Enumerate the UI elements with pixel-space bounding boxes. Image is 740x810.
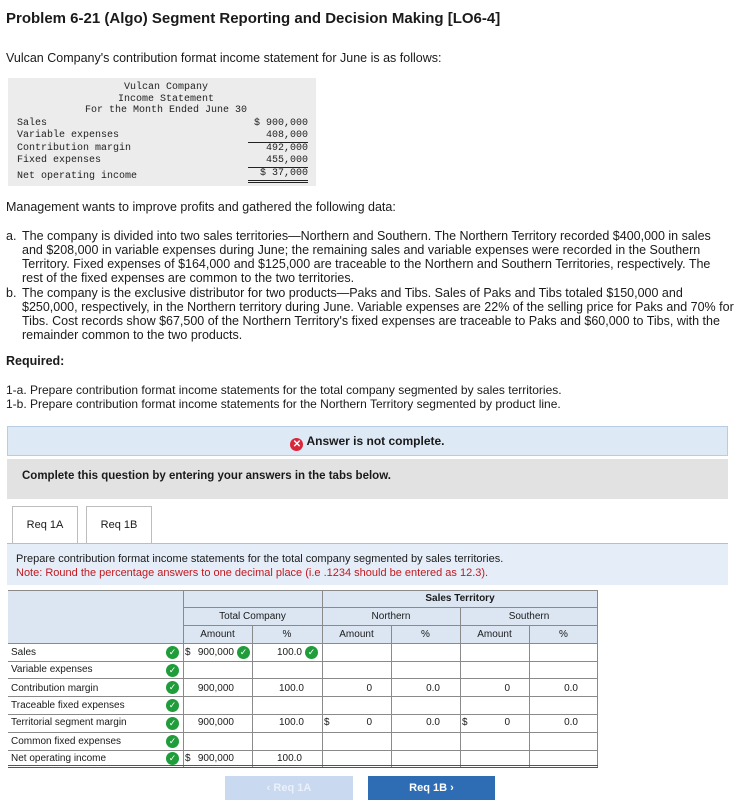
header-sales-territory: Sales Territory [425,593,495,604]
statement-label-noi: Net operating income [17,171,138,182]
sales-total-amount[interactable]: 900,000 [197,647,234,658]
cm-total-percent[interactable]: 100.0 [278,683,304,694]
header-total-company: Total Company [219,611,286,622]
error-icon: ✕ [290,438,303,451]
header-amount: Amount [339,629,374,640]
tab-req-1b[interactable]: Req 1B [86,506,152,544]
intro-text: Vulcan Company's contribution format income statement for June is as follows: [6,51,442,65]
header-percent: % [421,629,430,640]
header-percent: % [559,629,568,640]
check-icon: ✓ [305,646,318,659]
chevron-right-icon: › [450,782,454,794]
statement-label-variable: Variable expenses [17,130,120,141]
check-icon: ✓ [166,735,179,748]
tsm-northern-amount[interactable]: 0 [366,717,372,728]
row-label-common-fixed: Common fixed expenses [11,736,122,747]
statement-company: Vulcan Company [123,82,208,93]
instruction-banner: Complete this question by entering your answers in the tabs below. [7,459,728,499]
check-icon: ✓ [166,664,179,677]
row-label-segment-margin: Territorial segment margin [11,717,127,728]
tsm-northern-percent[interactable]: 0.0 [426,717,440,728]
item-text: The company is the exclusive distributor for two products—Paks and Tibs. Sales of Paks and Tibs totaled $150,000 and $250,000, respectively, in the Northern territory during June. Variable expenses are 22% of the selling price for Paks and 70% for Tibs. Cost records show $67,500 of the Northern Territory's fixed expenses are traceable to Paks and $60,000 to Tibs, with the remainder common to the two products. [22,286,734,342]
header-northern: Northern [371,611,411,622]
answer-status-alert [7,426,728,456]
dollar-sign: $ [462,717,468,728]
sales-total-percent[interactable]: 100.0 [276,647,302,658]
cm-northern-percent[interactable]: 0.0 [426,683,440,694]
rounding-note: Note: Round the percentage answers to one decimal place (i.e .1234 should be entered as 12.3). [16,567,489,579]
cm-total-amount[interactable]: 900,000 [197,683,234,694]
row-label-variable-expenses: Variable expenses [11,664,93,675]
item-text: The company is divided into two sales territories—Northern and Southern. The Northern Territory recorded $400,000 in sales and $208,000 in variable expenses during June; the remaining sales and variable expenses were recorded in the Southern Territory. Fixed expenses of $164,000 and $125,000 are traceable to the Northern and Southern Territories, respectively. The rest of the fixed expenses are common to the two territories. [22,229,711,285]
header-percent: % [282,629,292,640]
requirement-1b: 1-b. Prepare contribution format income statements for the Northern Territory segmented by product line. [6,397,561,411]
requirement-1a: 1-a. Prepare contribution format income statements for the total company segmented by sales territories. [6,383,562,397]
management-text: Management wants to improve profits and gathered the following data: [6,200,396,214]
income-statement [8,78,316,186]
statement-value-fixed: 455,000 [248,155,308,168]
chevron-left-icon: ‹ [266,782,271,794]
statement-value-noi: $ 37,000 [248,168,308,183]
panel-instruction: Prepare contribution format income statements for the total company segmented by sales territories. [16,553,504,565]
cm-southern-amount[interactable]: 0 [504,683,510,694]
data-items [6,229,734,343]
data-item-a [6,229,734,285]
cm-southern-percent[interactable]: 0.0 [564,683,578,694]
dollar-sign: $ [185,753,191,764]
statement-label-cm: Contribution margin [17,143,132,154]
statement-value-variable: 408,000 [248,130,308,143]
dollar-sign: $ [324,717,330,728]
check-icon: ✓ [166,717,179,730]
header-amount: Amount [200,629,235,640]
noi-total-amount[interactable]: 900,000 [197,753,234,764]
previous-tab-button[interactable] [225,776,353,800]
check-icon: ✓ [237,646,250,659]
statement-label-fixed: Fixed expenses [17,155,102,166]
alert-text: Answer is not complete. [306,434,445,448]
item-marker: b. [6,286,17,300]
page-title: Problem 6-21 (Algo) Segment Reporting and Decision Making [LO6-4] [6,10,501,27]
row-label-traceable-fixed: Traceable fixed expenses [11,700,125,711]
statement-value-cm: 492,000 [265,143,308,154]
header-amount: Amount [477,629,512,640]
tsm-southern-percent[interactable]: 0.0 [564,717,578,728]
statement-label-sales: Sales [17,118,48,129]
statement-value-sales: $ 900,000 [253,118,308,129]
tsm-southern-amount[interactable]: 0 [504,717,510,728]
header-southern: Southern [508,611,550,622]
check-icon: ✓ [166,752,179,765]
tsm-total-amount[interactable]: 900,000 [197,717,234,728]
item-marker: a. [6,229,17,243]
check-icon: ✓ [166,681,179,694]
dollar-sign: $ [185,647,191,658]
noi-total-percent[interactable]: 100.0 [276,753,302,764]
segmented-income-table [8,590,598,768]
prev-button-label: Req 1A [273,782,312,794]
tab-panel-instructions [7,543,728,585]
next-tab-button[interactable] [368,776,495,800]
row-label-sales: Sales [11,647,37,658]
cm-northern-amount[interactable]: 0 [366,683,372,694]
next-button-label: Req 1B [409,782,448,794]
check-icon: ✓ [166,699,179,712]
required-heading: Required: [6,354,65,368]
row-label-net-operating-income: Net operating income [11,753,107,764]
data-item-b [6,286,734,342]
statement-period: For the Month Ended June 30 [84,105,248,116]
check-icon: ✓ [166,646,179,659]
statement-name: Income Statement [117,94,214,105]
row-label-contribution-margin: Contribution margin [11,683,99,694]
tab-req-1a[interactable]: Req 1A [12,506,78,544]
tsm-total-percent[interactable]: 100.0 [278,717,304,728]
